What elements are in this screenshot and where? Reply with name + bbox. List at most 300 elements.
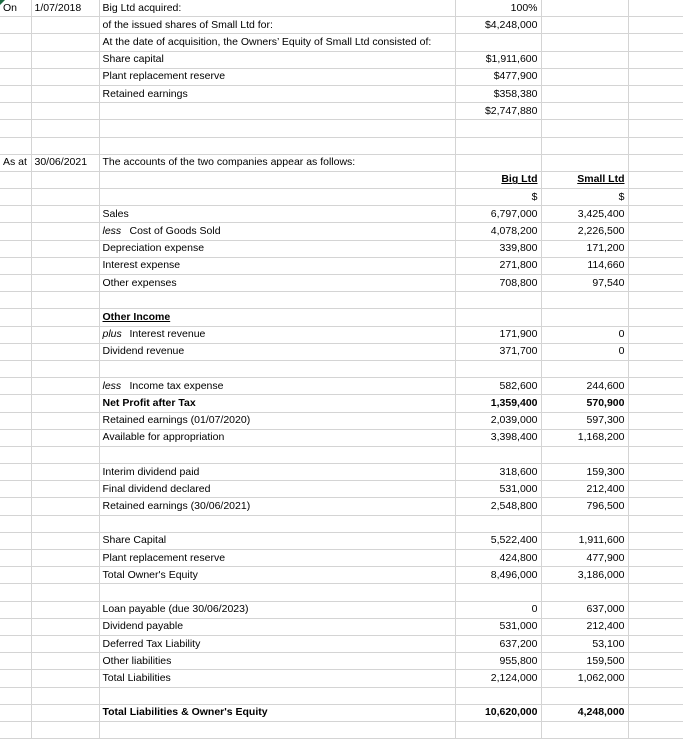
cell-empty[interactable] [31, 309, 99, 326]
cell-empty[interactable] [541, 0, 628, 17]
cell-line-item-small[interactable] [541, 378, 628, 395]
cell-empty[interactable] [31, 17, 99, 34]
cell-empty[interactable] [31, 68, 99, 85]
cell-empty[interactable] [31, 687, 99, 704]
cell-empty[interactable] [628, 292, 683, 309]
cell-empty[interactable] [31, 34, 99, 51]
cell-equity-value[interactable] [455, 85, 541, 102]
currency-symbol-small[interactable] [541, 189, 628, 206]
cell-equity-label[interactable] [99, 68, 455, 85]
as-at-label: As at [3, 156, 27, 169]
cell-empty[interactable] [628, 635, 683, 652]
cell-empty[interactable] [628, 498, 683, 515]
cell-empty[interactable] [541, 120, 628, 137]
cell-empty[interactable] [541, 446, 628, 463]
cell-total-big[interactable] [455, 567, 541, 584]
cell-acquisition-date[interactable] [31, 0, 99, 17]
table-row [0, 257, 683, 274]
cell-line-item-label[interactable] [99, 206, 455, 223]
cell-empty[interactable] [99, 137, 455, 154]
cell-line-item-big[interactable] [455, 550, 541, 567]
cell-empty[interactable] [541, 309, 628, 326]
cell-empty[interactable] [0, 498, 31, 515]
cell-empty[interactable] [455, 309, 541, 326]
cell-empty[interactable] [628, 378, 683, 395]
cell-empty[interactable] [31, 635, 99, 652]
cell-empty[interactable] [541, 360, 628, 377]
table-row [0, 395, 683, 412]
cell-empty[interactable] [628, 171, 683, 188]
currency-symbol-big[interactable] [455, 189, 541, 206]
cell-line-item-label[interactable] [99, 653, 455, 670]
cell-accounts-heading[interactable] [99, 154, 455, 171]
cell-grand-total-big[interactable] [455, 704, 541, 721]
acquisition-total-value: $2,747,880 [484, 104, 538, 117]
cell-grand-total-small[interactable] [541, 704, 628, 721]
cell-empty[interactable] [0, 257, 31, 274]
cell-empty[interactable] [628, 687, 683, 704]
cell-empty[interactable] [628, 154, 683, 171]
cell-empty[interactable] [31, 670, 99, 687]
cell-empty[interactable] [31, 429, 99, 446]
cell-empty[interactable] [628, 670, 683, 687]
cell-line-item-big[interactable] [455, 618, 541, 635]
cell-line-item-small[interactable] [541, 412, 628, 429]
cell-total-small[interactable] [541, 670, 628, 687]
cell-total-big[interactable] [455, 670, 541, 687]
cell-line-item-label[interactable] [99, 257, 455, 274]
cell-acquisition-line3[interactable] [99, 34, 455, 51]
cell-empty[interactable] [628, 0, 683, 17]
cell-line-item-small[interactable] [541, 275, 628, 292]
cogs-label: Cost of Goods Sold [129, 225, 221, 238]
final-dividend-label: Final dividend declared [102, 482, 211, 495]
cell-equity-value[interactable] [455, 68, 541, 85]
cell-equity-label[interactable] [99, 85, 455, 102]
cell-empty[interactable] [628, 103, 683, 120]
cell-empty[interactable] [541, 292, 628, 309]
cell-empty[interactable] [0, 189, 31, 206]
cell-empty[interactable] [99, 292, 455, 309]
cell-empty[interactable] [0, 429, 31, 446]
cell-empty[interactable] [31, 51, 99, 68]
cell-empty[interactable] [0, 120, 31, 137]
cell-empty[interactable] [628, 653, 683, 670]
table-row-spacer [0, 687, 683, 704]
cell-empty[interactable] [31, 498, 99, 515]
cell-empty[interactable] [628, 515, 683, 532]
cell-empty[interactable] [455, 120, 541, 137]
cell-empty[interactable] [541, 85, 628, 102]
cell-empty[interactable] [0, 223, 31, 240]
table-row-spacer [0, 360, 683, 377]
cell-empty[interactable] [0, 567, 31, 584]
cell-empty[interactable] [31, 567, 99, 584]
cell-empty[interactable] [0, 687, 31, 704]
cell-line-item-big[interactable] [455, 532, 541, 549]
cell-empty[interactable] [455, 137, 541, 154]
cell-empty[interactable] [541, 51, 628, 68]
share-capital-label: Share Capital [102, 534, 167, 547]
cell-empty[interactable] [0, 68, 31, 85]
cell-empty[interactable] [541, 103, 628, 120]
cell-empty[interactable] [455, 584, 541, 601]
cell-grand-total-label[interactable] [99, 704, 455, 721]
cell-line-item-label[interactable] [99, 532, 455, 549]
cell-empty[interactable] [0, 721, 31, 738]
cell-empty[interactable] [31, 464, 99, 481]
cell-empty[interactable] [99, 721, 455, 738]
column-header-big-ltd[interactable] [455, 171, 541, 188]
cell-empty[interactable] [0, 85, 31, 102]
cell-empty[interactable] [455, 446, 541, 463]
cell-empty[interactable] [541, 584, 628, 601]
cell-empty[interactable] [31, 360, 99, 377]
cell-empty[interactable] [31, 601, 99, 618]
dividend-payable-small-value: 212,400 [586, 620, 625, 633]
cell-line-item-label[interactable] [99, 429, 455, 446]
cell-empty[interactable] [0, 378, 31, 395]
cell-empty[interactable] [455, 360, 541, 377]
cell-empty[interactable] [628, 189, 683, 206]
cell-empty[interactable] [31, 257, 99, 274]
column-header-small-ltd[interactable] [541, 171, 628, 188]
cell-empty[interactable] [628, 137, 683, 154]
cell-line-item-label[interactable] [99, 464, 455, 481]
loan-payable-label: Loan payable (due 30/06/2023) [102, 603, 249, 616]
cell-line-item-big[interactable] [455, 464, 541, 481]
cell-empty[interactable] [0, 103, 31, 120]
cell-as-at-date[interactable] [31, 154, 99, 171]
cell-empty[interactable] [0, 481, 31, 498]
cell-empty[interactable] [628, 223, 683, 240]
cell-equity-label[interactable] [99, 51, 455, 68]
cell-empty[interactable] [31, 532, 99, 549]
cell-empty[interactable] [0, 635, 31, 652]
cell-empty[interactable] [541, 137, 628, 154]
cell-empty[interactable] [99, 360, 455, 377]
cell-line-item-label[interactable] [99, 412, 455, 429]
cell-empty[interactable] [31, 275, 99, 292]
cell-empty[interactable] [0, 17, 31, 34]
cell-empty[interactable] [31, 378, 99, 395]
cell-acquisition-percent[interactable] [455, 0, 541, 17]
cell-empty[interactable] [99, 515, 455, 532]
cell-empty[interactable] [31, 85, 99, 102]
cell-empty[interactable] [541, 34, 628, 51]
cell-empty[interactable] [0, 601, 31, 618]
available-for-appropriation-label: Available for appropriation [102, 431, 225, 444]
cell-empty[interactable] [31, 481, 99, 498]
cell-empty[interactable] [0, 515, 31, 532]
cell-line-item-label[interactable] [99, 601, 455, 618]
cell-empty[interactable] [0, 51, 31, 68]
table-row [0, 0, 683, 17]
cell-empty[interactable] [31, 103, 99, 120]
cell-section-heading[interactable] [99, 309, 455, 326]
available-big-value: 3,398,400 [490, 431, 538, 444]
cell-empty[interactable] [628, 257, 683, 274]
cell-empty[interactable] [455, 515, 541, 532]
cell-empty[interactable] [628, 360, 683, 377]
cell-empty[interactable] [99, 687, 455, 704]
cell-line-item-label[interactable] [99, 481, 455, 498]
table-row [0, 532, 683, 549]
cell-empty[interactable] [628, 601, 683, 618]
cell-empty[interactable] [0, 584, 31, 601]
cell-line-item-small[interactable] [541, 618, 628, 635]
cell-line-item-label[interactable] [99, 550, 455, 567]
cell-empty[interactable] [31, 550, 99, 567]
cell-line-item-small[interactable] [541, 532, 628, 549]
grand-total-small-value: 4,248,000 [577, 706, 625, 719]
cell-line-item-small[interactable] [541, 343, 628, 360]
cell-line-item-big[interactable] [455, 275, 541, 292]
cell-line-item-label[interactable] [99, 378, 455, 395]
cell-line-item-big[interactable] [455, 326, 541, 343]
cell-line-item-big[interactable] [455, 343, 541, 360]
cell-empty[interactable] [0, 360, 31, 377]
cell-line-item-small[interactable] [541, 653, 628, 670]
table-row [0, 223, 683, 240]
cell-empty[interactable] [628, 464, 683, 481]
share-capital-small-value: 1,911,600 [578, 534, 625, 547]
cell-line-item-label[interactable] [99, 223, 455, 240]
cell-empty[interactable] [0, 240, 31, 257]
cell-empty[interactable] [31, 326, 99, 343]
cell-empty[interactable] [455, 721, 541, 738]
cell-line-item-big[interactable] [455, 378, 541, 395]
cell-line-item-big[interactable] [455, 601, 541, 618]
cell-line-item-label[interactable] [99, 635, 455, 652]
cell-line-item-small[interactable] [541, 481, 628, 498]
cell-empty[interactable] [628, 85, 683, 102]
interim-dividend-label: Interim dividend paid [102, 465, 200, 478]
cell-empty[interactable] [628, 481, 683, 498]
cell-acquisition-line2[interactable] [99, 17, 455, 34]
cell-line-item-small[interactable] [541, 464, 628, 481]
cell-empty[interactable] [99, 189, 455, 206]
cell-empty[interactable] [31, 704, 99, 721]
cell-line-item-small[interactable] [541, 206, 628, 223]
table-row [0, 464, 683, 481]
other-expenses-label: Other expenses [102, 276, 177, 289]
cell-empty[interactable] [541, 17, 628, 34]
cell-empty[interactable] [628, 395, 683, 412]
cell-empty[interactable] [628, 68, 683, 85]
cell-line-item-label[interactable] [99, 326, 455, 343]
cell-empty[interactable] [455, 154, 541, 171]
cell-line-item-big[interactable] [455, 653, 541, 670]
table-row-spacer [0, 515, 683, 532]
cell-empty[interactable] [455, 292, 541, 309]
cell-empty[interactable] [0, 137, 31, 154]
cell-consideration[interactable] [455, 17, 541, 34]
cell-empty[interactable] [31, 189, 99, 206]
cell-total-small[interactable] [541, 567, 628, 584]
cell-empty[interactable] [628, 550, 683, 567]
cell-empty[interactable] [0, 326, 31, 343]
cell-empty[interactable] [455, 34, 541, 51]
cell-line-item-label[interactable] [99, 343, 455, 360]
dividend-revenue-big-value: 371,700 [499, 345, 538, 358]
table-row [0, 670, 683, 687]
cell-empty[interactable] [541, 721, 628, 738]
cell-line-item-big[interactable] [455, 498, 541, 515]
retained-earnings-close-big-value: 2,548,800 [490, 500, 538, 513]
cell-empty[interactable] [628, 446, 683, 463]
cell-empty[interactable] [541, 515, 628, 532]
cell-line-item-big[interactable] [455, 481, 541, 498]
cell-line-item-big[interactable] [455, 429, 541, 446]
cell-empty[interactable] [31, 171, 99, 188]
cell-total-label[interactable] [99, 670, 455, 687]
cell-empty[interactable] [31, 120, 99, 137]
cell-line-item-label[interactable] [99, 275, 455, 292]
cell-empty[interactable] [628, 51, 683, 68]
cell-empty[interactable] [31, 343, 99, 360]
cell-empty[interactable] [99, 584, 455, 601]
cell-empty[interactable] [99, 446, 455, 463]
cell-empty[interactable] [628, 584, 683, 601]
cell-line-item-small[interactable] [541, 257, 628, 274]
plant-reserve-small-value: 477,900 [586, 551, 625, 564]
plant-reserve-big-value: 424,800 [499, 551, 538, 564]
cell-empty[interactable] [31, 137, 99, 154]
interest-revenue-small-value: 0 [618, 328, 625, 341]
cell-empty[interactable] [99, 120, 455, 137]
cell-empty[interactable] [0, 309, 31, 326]
cell-line-item-small[interactable] [541, 326, 628, 343]
cell-line-item-small[interactable] [541, 240, 628, 257]
available-small-value: 1,168,200 [577, 431, 625, 444]
cell-empty[interactable] [541, 68, 628, 85]
cell-empty[interactable] [628, 721, 683, 738]
cell-empty[interactable] [31, 584, 99, 601]
cell-line-item-big[interactable] [455, 240, 541, 257]
cell-empty[interactable] [628, 412, 683, 429]
cell-empty[interactable] [0, 206, 31, 223]
cell-total-small[interactable] [541, 395, 628, 412]
cell-line-item-small[interactable] [541, 550, 628, 567]
cell-empty[interactable] [628, 240, 683, 257]
cell-empty[interactable] [99, 171, 455, 188]
cell-empty[interactable] [628, 567, 683, 584]
cell-line-item-big[interactable] [455, 257, 541, 274]
cell-line-item-small[interactable] [541, 429, 628, 446]
cell-empty[interactable] [31, 721, 99, 738]
cell-total-label[interactable] [99, 395, 455, 412]
table-row [0, 412, 683, 429]
cell-line-item-big[interactable] [455, 412, 541, 429]
cell-empty[interactable] [628, 17, 683, 34]
cell-empty[interactable] [541, 154, 628, 171]
cell-empty[interactable] [31, 446, 99, 463]
equity-plant-reserve-value: $477,900 [493, 70, 538, 83]
interest-expense-small-value: 114,660 [587, 259, 625, 272]
cell-empty[interactable] [0, 653, 31, 670]
cell-line-item-small[interactable] [541, 223, 628, 240]
cell-empty[interactable] [628, 429, 683, 446]
cell-empty[interactable] [31, 292, 99, 309]
cell-empty[interactable] [0, 532, 31, 549]
cell-empty[interactable] [628, 120, 683, 137]
cell-empty[interactable] [628, 704, 683, 721]
cell-empty[interactable] [31, 240, 99, 257]
cell-empty[interactable] [31, 412, 99, 429]
cell-line-item-big[interactable] [455, 635, 541, 652]
cell-empty[interactable] [0, 292, 31, 309]
cell-empty[interactable] [0, 412, 31, 429]
cell-empty[interactable] [0, 670, 31, 687]
cell-empty[interactable] [0, 550, 31, 567]
cell-line-item-small[interactable] [541, 635, 628, 652]
cell-line-item-label[interactable] [99, 618, 455, 635]
cell-empty[interactable] [628, 532, 683, 549]
deferred-tax-liability-label: Deferred Tax Liability [102, 637, 201, 650]
cell-as-at-label[interactable] [0, 154, 31, 171]
acquisition-date: 1/07/2018 [34, 1, 82, 14]
cell-total-label[interactable] [99, 567, 455, 584]
retained-earnings-open-small-value: 597,300 [586, 414, 625, 427]
cell-acquisition-total[interactable] [455, 103, 541, 120]
cell-line-item-big[interactable] [455, 223, 541, 240]
cell-empty[interactable] [31, 618, 99, 635]
cogs-small-value: 2,226,500 [577, 225, 625, 238]
cell-empty[interactable] [31, 515, 99, 532]
table-row [0, 429, 683, 446]
cell-empty[interactable] [0, 464, 31, 481]
cell-empty[interactable] [628, 309, 683, 326]
consideration-value: $4,248,000 [484, 18, 538, 31]
cell-empty[interactable] [628, 34, 683, 51]
table-row-spacer [0, 120, 683, 137]
cell-empty[interactable] [628, 618, 683, 635]
cell-acquisition-line1[interactable] [99, 0, 455, 17]
cell-empty[interactable] [541, 687, 628, 704]
cell-empty[interactable] [628, 343, 683, 360]
table-row-spacer [0, 446, 683, 463]
equity-share-capital-label: Share capital [102, 53, 164, 66]
cell-line-item-big[interactable] [455, 206, 541, 223]
cell-line-item-small[interactable] [541, 601, 628, 618]
cell-empty[interactable] [628, 206, 683, 223]
cell-empty[interactable] [0, 343, 31, 360]
cell-empty[interactable] [0, 275, 31, 292]
cell-empty[interactable] [0, 704, 31, 721]
cell-line-item-label[interactable] [99, 498, 455, 515]
cell-empty[interactable] [628, 275, 683, 292]
cell-empty[interactable] [31, 395, 99, 412]
cell-on-label[interactable] [0, 0, 31, 17]
cell-empty[interactable] [0, 171, 31, 188]
cell-empty[interactable] [455, 687, 541, 704]
cell-empty[interactable] [99, 103, 455, 120]
acquisition-line2: of the issued shares of Small Ltd for: [102, 18, 273, 31]
cell-empty[interactable] [0, 618, 31, 635]
cell-empty[interactable] [31, 653, 99, 670]
cell-line-item-small[interactable] [541, 498, 628, 515]
cell-empty[interactable] [31, 206, 99, 223]
cell-empty[interactable] [628, 326, 683, 343]
cell-equity-value[interactable] [455, 51, 541, 68]
cell-empty[interactable] [0, 34, 31, 51]
cell-line-item-label[interactable] [99, 240, 455, 257]
cell-empty[interactable] [31, 223, 99, 240]
cell-total-big[interactable] [455, 395, 541, 412]
cell-empty[interactable] [0, 446, 31, 463]
cell-empty[interactable] [0, 395, 31, 412]
